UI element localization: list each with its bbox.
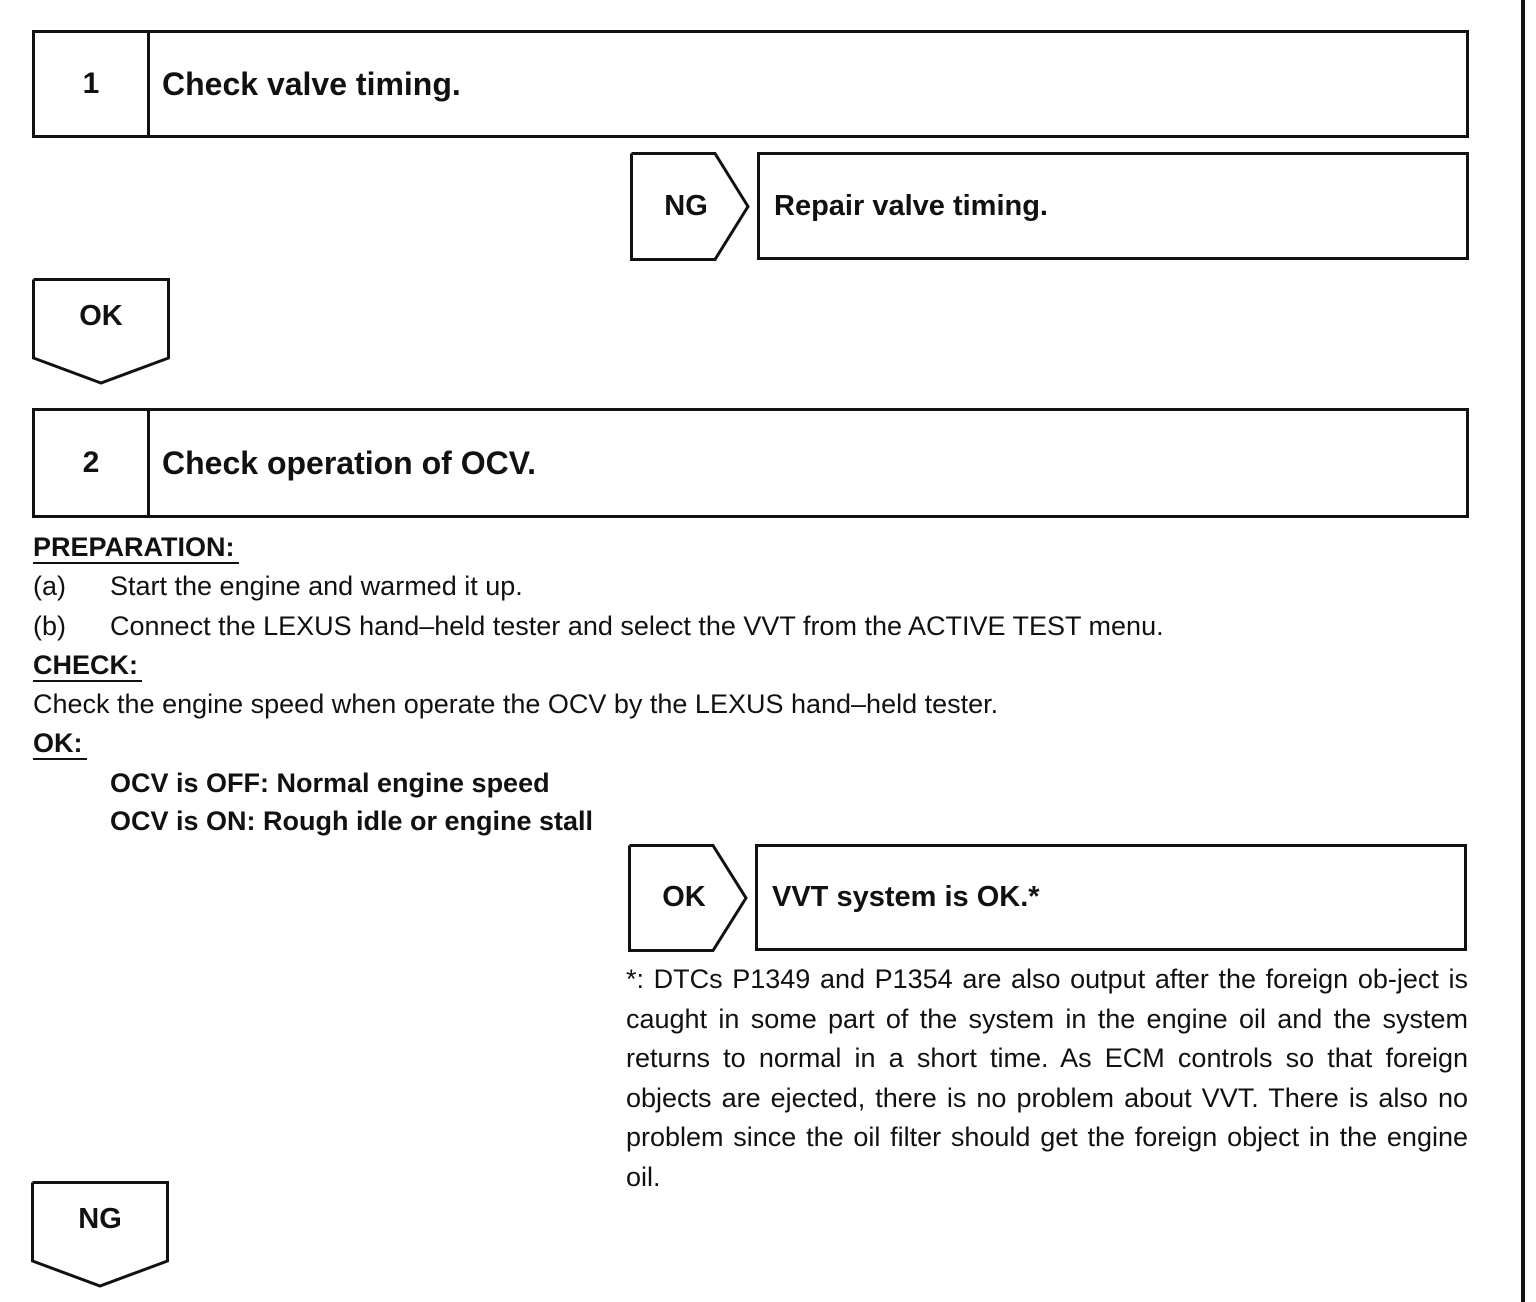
- preparation-item-b-marker: (b): [33, 611, 66, 641]
- step-2-title: Check operation of OCV.: [162, 444, 536, 481]
- ok-spec-line-1: OCV is OFF: Normal engine speed: [110, 768, 550, 798]
- ok-heading: OK:: [33, 728, 87, 760]
- ng-down-arrow-2-label: NG: [78, 1203, 122, 1235]
- step-1-box: [32, 30, 1469, 138]
- ok-spec-line-2: OCV is ON: Rough idle or engine stall: [110, 806, 594, 836]
- ok-down-arrow-1: [32, 278, 170, 386]
- ng-down-arrow-2: [31, 1181, 169, 1289]
- check-heading: CHECK:: [33, 650, 142, 682]
- footnote-text: *: DTCs P1349 and P1354 are also output after the foreign ob-ject is caught in some part of the system in the engine oil and the system returns to normal in a short time. As ECM controls so that foreign objects are ejected, there is no problem about VVT. There is also no problem since the oil filter should get the foreign object in the engine oil.: [626, 964, 1468, 1192]
- ok-branch-2-result: VVT system is OK.*: [755, 844, 1467, 951]
- step-2-box: [32, 408, 1469, 518]
- step-2-number: 2: [35, 411, 150, 515]
- preparation-item-b-text: Connect the LEXUS hand–held tester and select the VVT from the ACTIVE TEST menu.: [110, 611, 1164, 641]
- preparation-heading: PREPARATION:: [33, 532, 239, 564]
- page-edge-line: [1521, 0, 1525, 1302]
- ok-down-arrow-1-label: OK: [79, 300, 123, 332]
- ok-branch-2-label: OK: [662, 881, 706, 913]
- check-text: Check the engine speed when operate the OCV by the LEXUS hand–held tester.: [33, 689, 999, 719]
- ng-branch-1-arrow: [630, 152, 752, 261]
- step-1-title: Check valve timing.: [162, 65, 461, 102]
- step-1-number: 1: [35, 33, 150, 135]
- preparation-item-b: [33, 610, 1164, 642]
- preparation-item-a-marker: (a): [33, 571, 66, 601]
- ok-branch-2-arrow: [628, 844, 750, 952]
- ng-branch-1-result: Repair valve timing.: [757, 152, 1469, 260]
- ng-branch-1-label: NG: [664, 190, 708, 222]
- preparation-item-a: [33, 570, 523, 602]
- preparation-item-a-text: Start the engine and warmed it up.: [110, 571, 523, 601]
